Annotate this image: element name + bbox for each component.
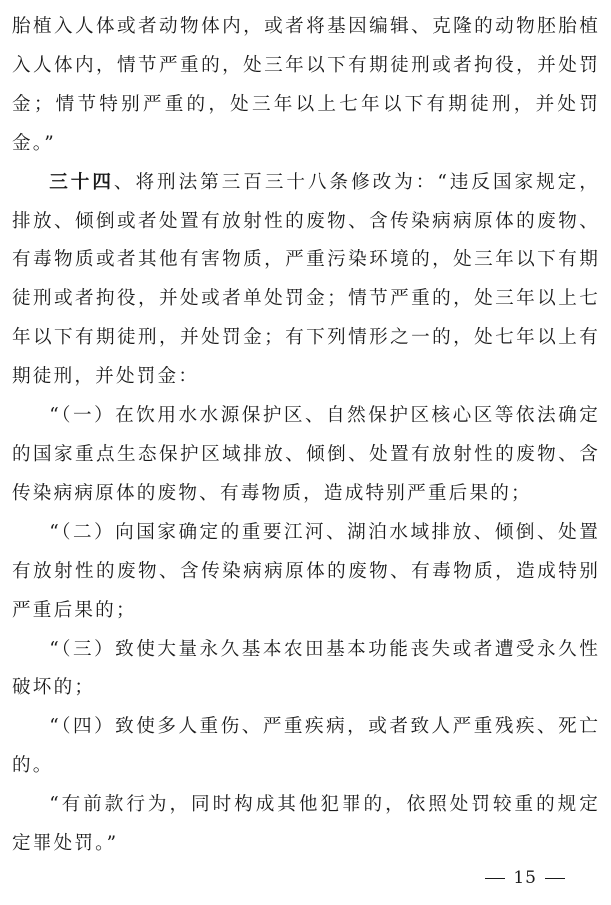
paragraph-continuation (12, 8, 600, 164)
paragraph-text: “（三）致使大量永久基本农田基本功能丧失或者遭受永久性破坏的； (12, 638, 600, 699)
paragraph-closing (12, 786, 600, 864)
paragraph-text: “（一）在饮用水水源保护区、自然保护区核心区等依法确定的国家重点生态保护区域排放、倾倒、处置有放射性的废物、含传染病病原体的废物、有毒物质，造成特别严重后果的； (12, 405, 600, 504)
page-footer (477, 868, 573, 888)
paragraph-item-2 (12, 514, 600, 631)
paragraph-item-4 (12, 708, 600, 786)
dash-right (545, 878, 565, 879)
paragraph-text: “有前款行为，同时构成其他犯罪的，依照处罚较重的规定定罪处罚。” (12, 794, 600, 855)
article-number: 三十四 (49, 171, 114, 193)
body-text (12, 8, 600, 864)
paragraph-item-1 (12, 397, 600, 514)
paragraph-text: “（四）致使多人重伤、严重疾病，或者致人严重残疾、死亡的。 (12, 716, 600, 777)
page-number: 15 (513, 868, 537, 888)
paragraph-text: 胎植入人体或者动物体内，或者将基因编辑、克隆的动物胚胎植入人体内，情节严重的，处三年以下有期徒刑或者拘役，并处罚金；情节特别严重的，处三年以上七年以下有期徒刑，并处罚金。” (12, 16, 600, 154)
paragraph-article-34 (12, 164, 600, 397)
paragraph-text: 、将刑法第三百三十八条修改为：“违反国家规定，排放、倾倒或者处置有放射性的废物、含传染病病原体的废物、有毒物质或者其他有害物质，严重污染环境的，处三年以下有期徒刑或者拘役，并处或者单处罚金；情节严重的，处三年以上七年以下有期徒刑，并处罚金；有下列情形之一的，处七年以上有期徒刑，并处罚金： (12, 171, 600, 388)
dash-left (485, 878, 505, 879)
paragraph-text: “（二）向国家确定的重要江河、湖泊水域排放、倾倒、处置有放射性的废物、含传染病病原体的废物、有毒物质，造成特别严重后果的； (12, 521, 600, 621)
paragraph-item-3 (12, 631, 600, 709)
